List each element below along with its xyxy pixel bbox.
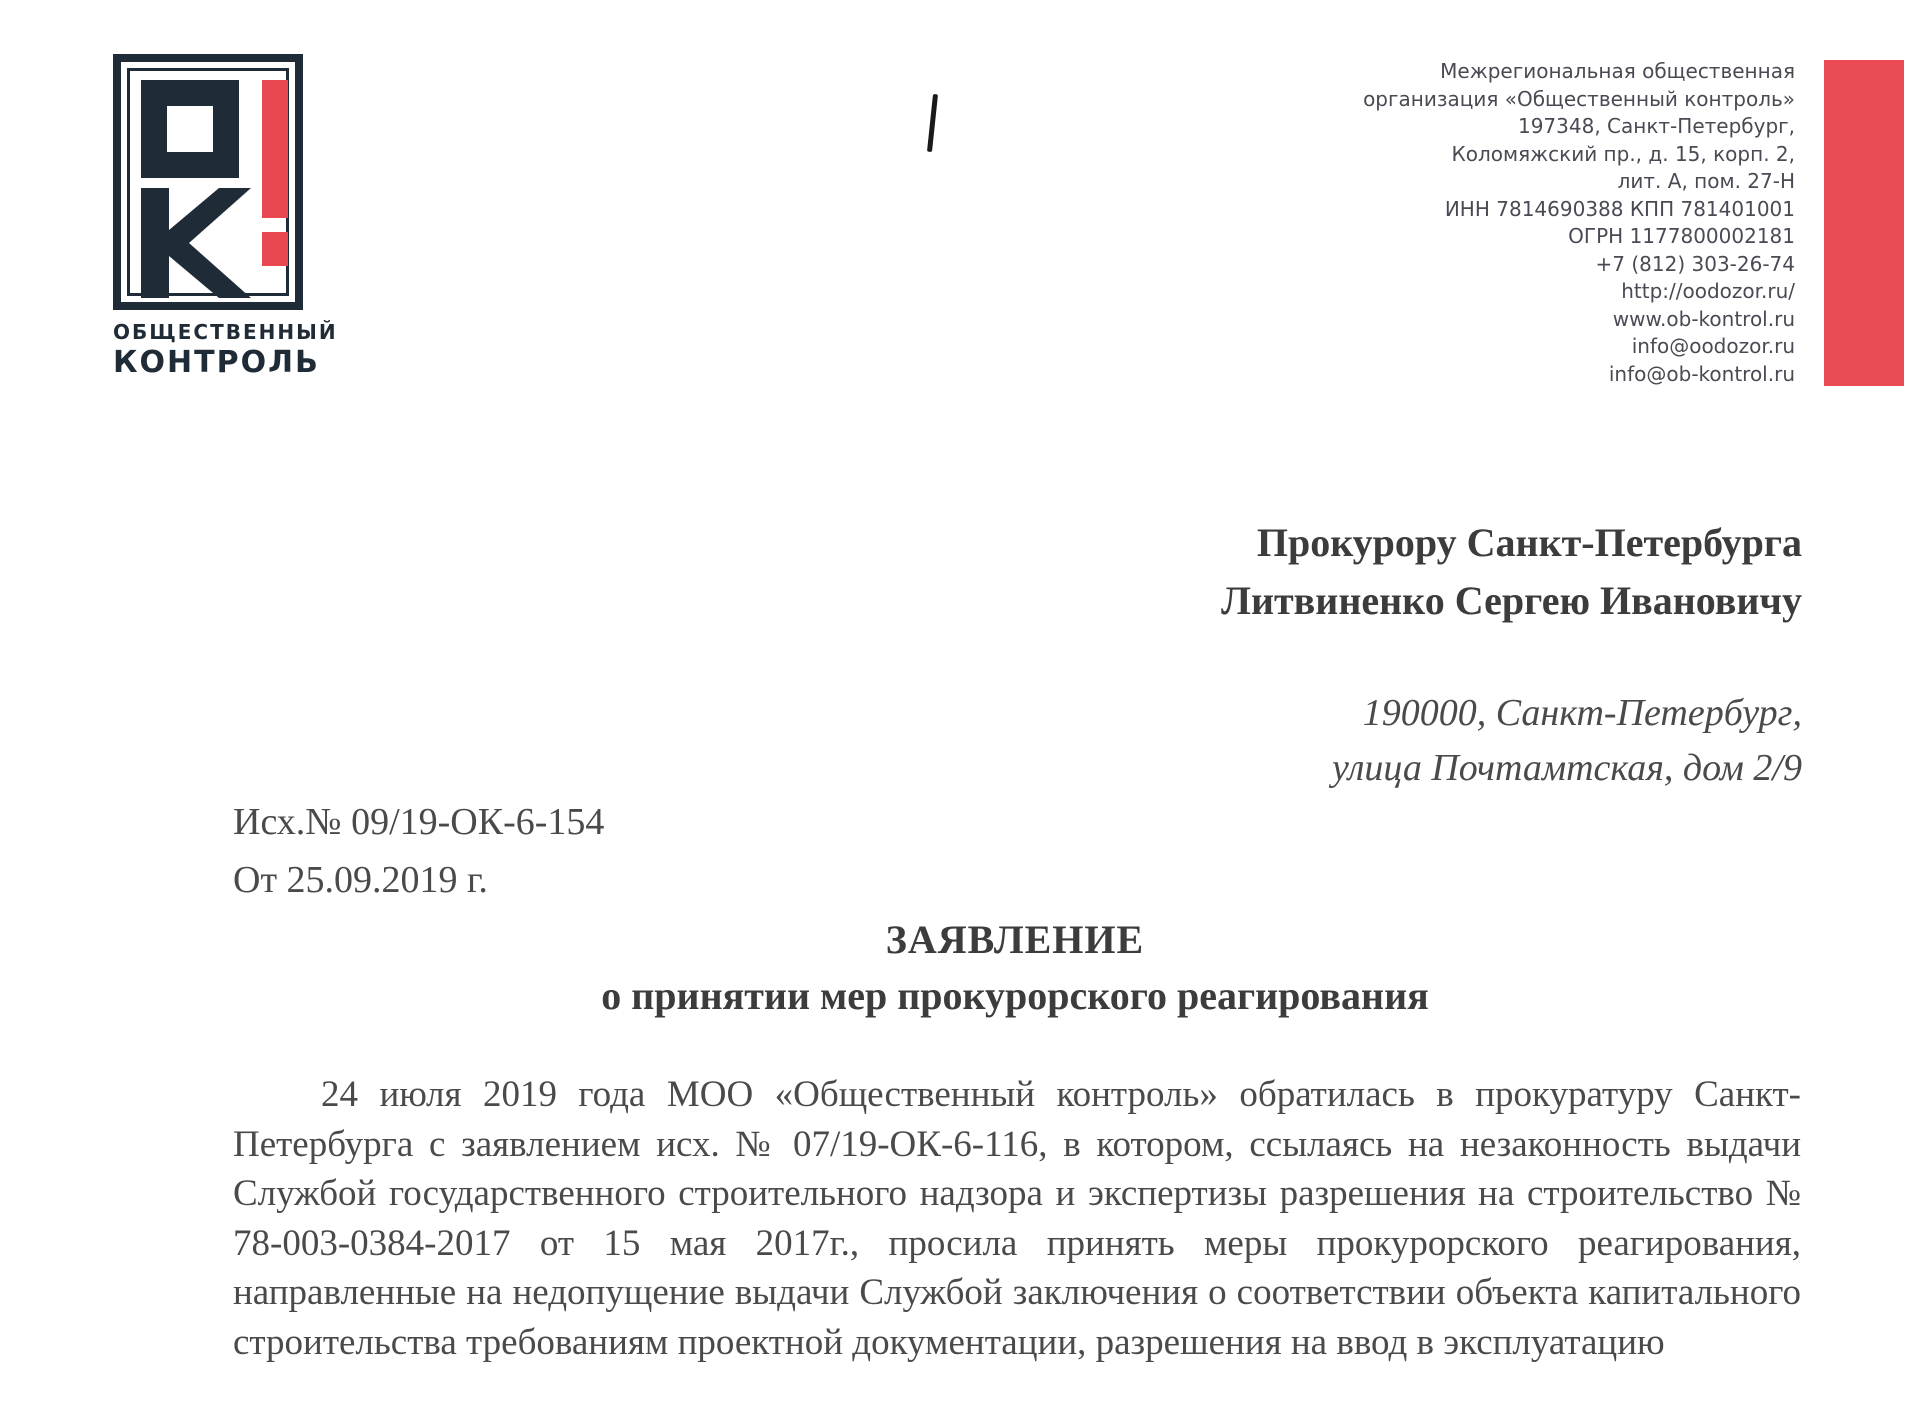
org-line-premises: лит. А, пом. 27-Н [1617,169,1795,193]
logo-text [113,320,338,380]
org-line-city: 197348, Санкт-Петербург, [1517,114,1795,138]
outgoing-date: От 25.09.2019 г. [233,859,488,901]
document-title-main: ЗАЯВЛЕНИЕ [885,917,1145,962]
logo-letter-o [141,80,239,178]
org-line-name2: организация «Общественный контроль» [1363,86,1795,111]
organization-details [1235,58,1795,388]
body-paragraph: 24 июля 2019 года МОО «Общественный контроль» обратилась в прокуратуру Санкт-Петербурга с заявлением исх. № 07/19-ОК-6-116, в котором, ссылаясь на незаконность выдачи Службой государственного строительного надзора и экспертизы разрешения на строительство № 78-003-0384-2017 от 15 мая 2017г., просила принять меры прокурорского реагирования, направленные на недопущение выдачи Службой заключения о соответствии объекта капитального строительства требованиям проектной документации, разрешения на ввод в эксплуатацию [233,1074,1801,1363]
address-line1: 190000, Санкт-Петербург, [1362,692,1802,734]
addressee-address [1332,686,1802,796]
org-line-email2: info@ob-kontrol.ru [1608,361,1795,386]
red-accent-strip [1824,60,1904,386]
addressee-name: Литвиненко Сергею Ивановичу [1221,578,1802,623]
org-line-name: Межрегиональная общественная [1440,59,1795,83]
address-line2: улица Почтамтская, дом 2/9 [1331,747,1802,789]
document-body [233,1070,1801,1367]
outgoing-number: Исх.№ 09/19-ОК-6-154 [233,801,605,843]
addressee-title: Прокурору Санкт-Петербурга [1256,520,1802,565]
document-title-subtitle: о принятии мер прокурорского реагирования [601,973,1429,1018]
org-line-website2: www.ob-kontrol.ru [1612,306,1795,331]
handwritten-mark [927,94,938,152]
org-line-website1: http://oodozor.ru/ [1621,279,1795,303]
addressee-block [1221,514,1802,630]
logo-exclamation-dot [262,232,288,266]
outgoing-reference [233,793,604,909]
logo-text-line1: ОБЩЕСТВЕННЫЙ [113,320,338,344]
organization-logo [113,54,338,380]
logo-mark [113,54,303,310]
logo-exclamation-bar [262,80,288,218]
org-line-ogrn: ОГРН 1177800002181 [1568,224,1795,248]
org-line-email1: info@oodozor.ru [1631,334,1795,358]
logo-text-line2: КОНТРОЛЬ [113,345,320,380]
org-line-phone: +7 (812) 303-26-74 [1595,251,1795,276]
org-line-inn: ИНН 7814690388 КПП 781401001 [1444,196,1795,221]
org-line-street: Коломяжский пр., д. 15, корп. 2, [1451,141,1795,166]
document-title [0,912,1928,1024]
logo-letter-k [141,188,251,298]
